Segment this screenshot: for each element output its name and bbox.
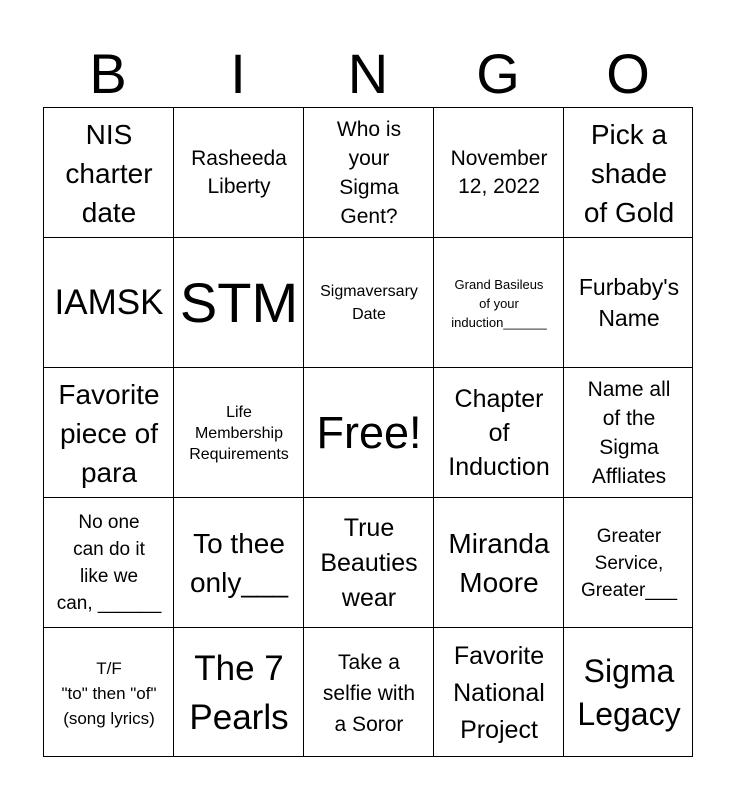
cell-text: Grand Basileus of your induction______: [451, 276, 547, 330]
cell-text: Who is your Sigma Gent?: [336, 118, 402, 228]
bingo-cell[interactable]: [304, 238, 434, 368]
bingo-cell[interactable]: [174, 368, 304, 498]
bingo-cell[interactable]: [174, 628, 304, 758]
cell-text: Name all of the Sigma Affliates: [587, 378, 671, 488]
cell-text: T/F "to" then "of" (song lyrics): [61, 658, 157, 728]
header-letter-i: I: [230, 42, 246, 105]
cell-text: Life Membership Requirements: [189, 403, 289, 463]
bingo-header: [43, 40, 693, 108]
bingo-cell[interactable]: [564, 628, 694, 758]
bingo-cell[interactable]: [304, 108, 434, 238]
header-letter-o: O: [606, 42, 650, 105]
header-letter-g: G: [476, 42, 520, 105]
cell-text: True Beauties wear: [320, 513, 418, 612]
bingo-cell[interactable]: [44, 238, 174, 368]
bingo-cell[interactable]: [44, 628, 174, 758]
cell-text: November 12, 2022: [450, 147, 548, 198]
bingo-cell[interactable]: [434, 238, 564, 368]
cell-text: Favorite National Project: [453, 641, 545, 744]
bingo-cell[interactable]: [44, 498, 174, 628]
cell-text: STM: [179, 271, 299, 334]
cell-text: IAMSK: [54, 283, 164, 322]
cell-text: The 7 Pearls: [189, 649, 289, 737]
bingo-cell[interactable]: [304, 498, 434, 628]
cell-text: Favorite piece of para: [58, 378, 160, 488]
header-letter-n: N: [347, 42, 389, 105]
bingo-grid: [43, 107, 693, 757]
cell-text: Take a selfie with a Soror: [322, 650, 416, 736]
cell-text: Sigma Legacy: [577, 653, 681, 732]
bingo-cell[interactable]: [564, 238, 694, 368]
cell-text: NIS charter date: [65, 118, 153, 228]
bingo-cell[interactable]: [174, 108, 304, 238]
bingo-cell[interactable]: [44, 368, 174, 498]
bingo-cell[interactable]: [174, 238, 304, 368]
cell-text: To thee only___: [189, 528, 289, 598]
bingo-cell[interactable]: [564, 108, 694, 238]
bingo-cell[interactable]: [44, 108, 174, 238]
cell-text: Pick a shade of Gold: [583, 118, 675, 228]
bingo-cell[interactable]: [434, 628, 564, 758]
cell-text: Sigmaversary Date: [320, 283, 418, 323]
cell-text: Chapter of Induction: [448, 385, 550, 481]
bingo-cell[interactable]: [174, 498, 304, 628]
cell-text: Miranda Moore: [448, 528, 550, 598]
header-letter-b: B: [89, 42, 127, 105]
bingo-cell[interactable]: [304, 368, 434, 498]
bingo-cell[interactable]: [564, 498, 694, 628]
cell-text: Free!: [316, 407, 422, 458]
bingo-cell[interactable]: [304, 628, 434, 758]
bingo-cell[interactable]: [564, 368, 694, 498]
bingo-cell[interactable]: [434, 108, 564, 238]
cell-text: Greater Service, Greater___: [580, 525, 678, 601]
cell-text: No one can do it like we can, ______: [56, 512, 162, 614]
cell-text: Furbaby's Name: [578, 274, 680, 331]
bingo-cell[interactable]: [434, 368, 564, 498]
cell-text: Rasheeda Liberty: [191, 147, 287, 198]
bingo-cell[interactable]: [434, 498, 564, 628]
